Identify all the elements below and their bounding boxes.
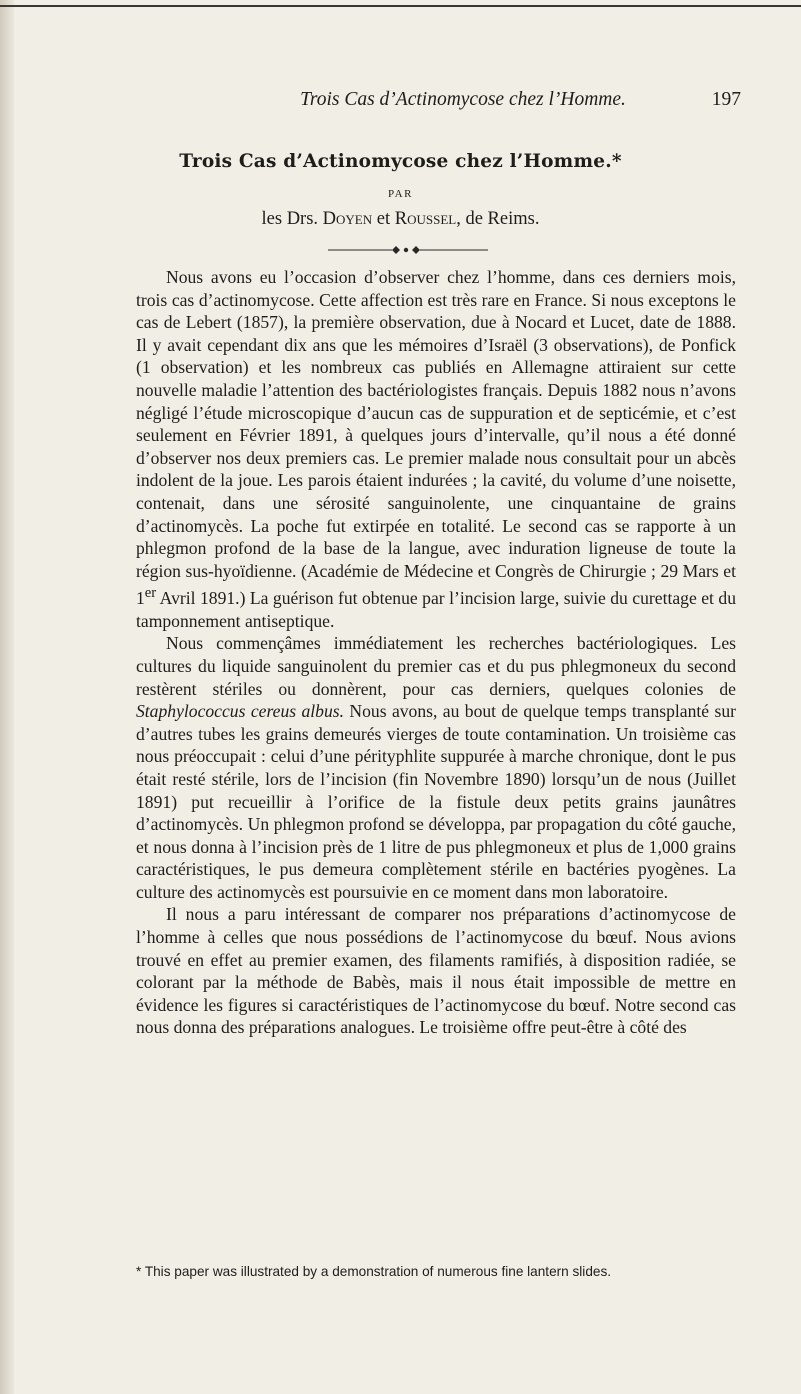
authors-prefix: les Drs. (261, 209, 323, 229)
paragraph-1 (136, 266, 736, 632)
authors-suffix: , de Reims. (456, 209, 540, 229)
paragraph-3-text: Il nous a paru intéressant de comparer nos préparations d’actinomycose de l’homme à celles que nous possédions de l’actinomycose du bœuf. Nous avions trouvé en effet au premier examen, des filaments ramifiés, à disposition radiée, se colorant par la méthode de Babès, mais il nous était impossible de mettre en évidence les figures si caractéristiques de l’actinomycose du bœuf. Notre second cas nous donna des préparations analogues. Le troisième offre peut-être à côté des (136, 904, 736, 1038)
running-head: Trois Cas d’Actinomycose chez l’Homme. (300, 89, 626, 110)
paragraph-2 (136, 632, 736, 903)
author-doyen: Doyen (322, 209, 373, 229)
article-title: Trois Cas d’Actinomycose chez l’Homme.* (179, 151, 622, 172)
footnote: * This paper was illustrated by a demonstration of numerous fine lantern slides. (136, 1264, 612, 1279)
species-name: Staphylococcus cereus albus. (136, 701, 345, 722)
paragraph-2-text-b: Nous avons, au bout de quelque temps transplanté sur d’autres tubes les grains demeurés vierges de toute contamination. Un troisième cas nous préoccupait : celui d’une pérityphlite suppurée à marche chronique, dont le pus était resté stérile, lors de l’incision (fin Novembre 1890) lorsqu’un de nous (Juillet 1891) put recueillir à l’orifice de la fistule deux petits grains jaunâtres d’actinomycès. Un phlegmon profond se développa, par propagation du côté gauche, et nous donna à l’incision près de 1 litre de pus phlegmoneux et plus de 1,000 grains caractéristiques, le pus demeura complètement stérile en bactéries pyogènes. La culture des actinomycès est poursuivie en ce moment dans mon laboratoire. (136, 701, 737, 902)
top-rule (0, 5, 801, 7)
byline-par: PAR (388, 188, 413, 200)
authors-and: et (372, 209, 395, 229)
page-number: 197 (711, 89, 741, 110)
page-header (0, 89, 801, 113)
paragraph-1-text-b: Avril 1891.) La guérison fut obtenue par l’incision large, suivie du curettage et du tamponnement antiseptique. (136, 588, 736, 631)
paragraph-3 (136, 903, 736, 1039)
section-ornament (328, 244, 488, 256)
author-roussel: Roussel (394, 209, 457, 229)
paragraph-2-text-a: Nous commençâmes immédiatement les recherches bactériologiques. Les cultures du liquide sanguinolent du premier cas et du pus phlegmoneux du second restèrent stériles ou donnèrent, pour cas derniers, quelques colonies de (136, 633, 736, 699)
paragraph-1-superscript: er (144, 585, 157, 602)
article-body (136, 266, 736, 1039)
authors-line (0, 209, 801, 230)
paragraph-1-text-a: Nous avons eu l’occasion d’observer chez l’homme, dans ces derniers mois, trois cas d’actinomycose. Cette affection est très rare en France. Si nous exceptons le cas de Lebert (1857), la première observation, due à Nocard et Lucet, date de 1888. Il y avait cependant dix ans que les mémoires d’Israël (3 observations), de Ponfick (1 observation) et les nombreux cas publiés en Allemagne attiraient sur cette nouvelle maladie l’attention des bactériologistes français. Depuis 1882 nous n’avons négligé l’étude microscopique d’aucun cas de suppuration et de septicémie, et c’est seulement en Février 1891, à quelques jours d’intervalle, qu’il nous a été donné d’observer nos deux premiers cas. Le premier malade nous consultait pour un abcès indolent de la joue. Les parois étaient indurées ; la cavité, du volume d’une noisette, contenait, dans une sérosité sanguinolente, une cinquantaine de grains d’actinomycès. La poche fut extirpée en totalité. Le second cas se rapporte à un phlegmon profond de la base de la langue, avec induration ligneuse de toute la région sus-hyoïdienne. (Académie de Médecine et Congrès de Chirurgie ; 29 Mars et 1 (136, 267, 736, 609)
